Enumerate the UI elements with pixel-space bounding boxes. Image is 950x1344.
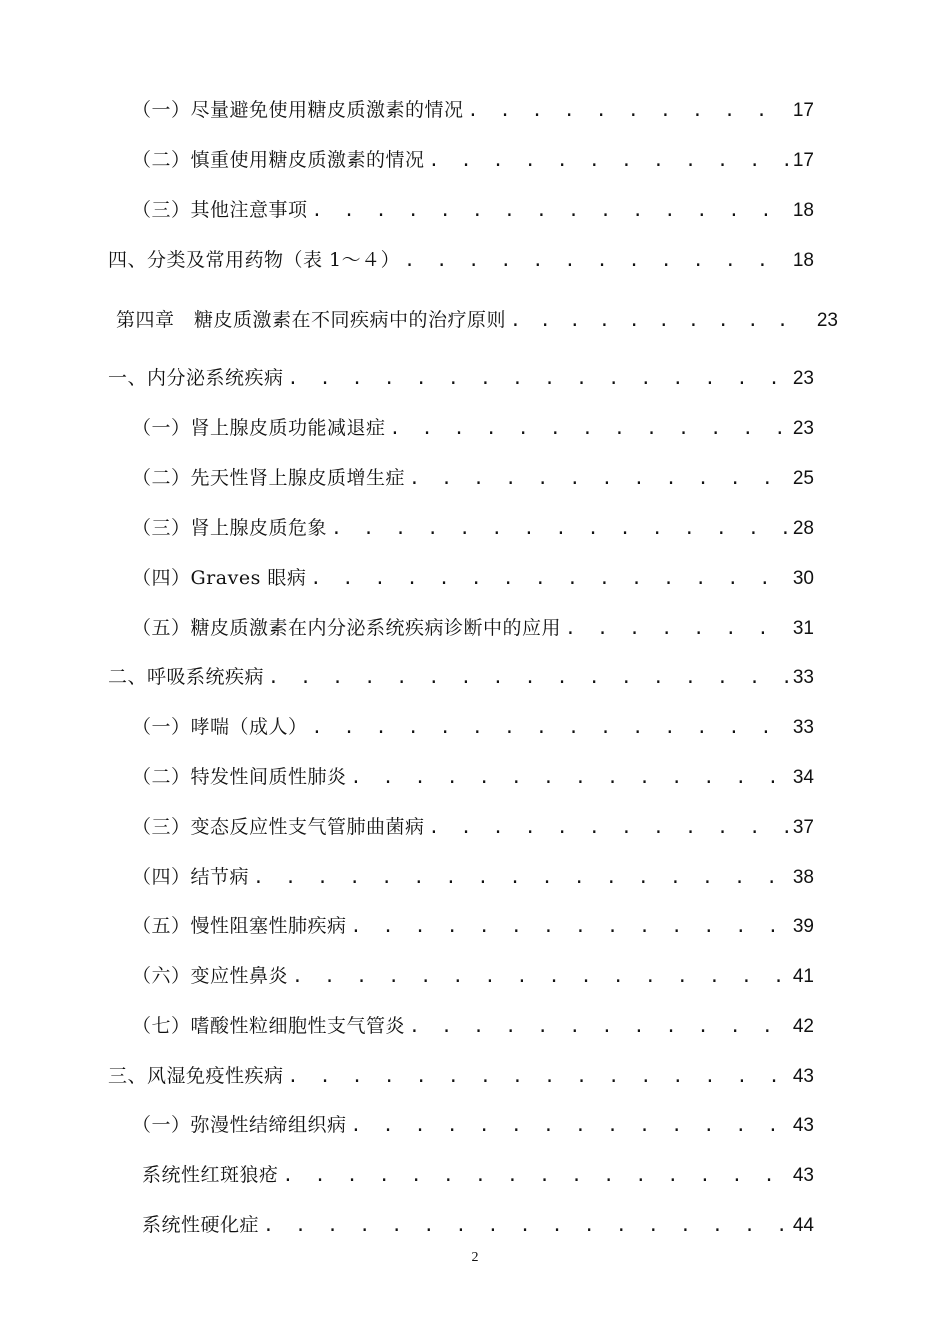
toc-entry[interactable] — [132, 862, 814, 893]
toc-entry-page: 33 — [792, 667, 814, 688]
toc-entry[interactable] — [142, 1210, 814, 1241]
toc-entry-title: （四）结节病 — [132, 866, 250, 888]
toc-leader-dots — [288, 1062, 791, 1092]
toc-leader-dots — [292, 962, 791, 992]
toc-entry-title: （五）慢性阻塞性肺疾病 — [132, 915, 347, 937]
toc-entry-page: 30 — [792, 568, 814, 589]
toc-leader-dots — [310, 564, 791, 594]
toc-entry-page: 41 — [792, 966, 814, 987]
toc-leader-dots — [510, 306, 801, 336]
toc-entry-title: 第四章 糖皮质激素在不同疾病中的治疗原则 — [116, 309, 507, 331]
page-number: 2 — [471, 1250, 479, 1265]
toc-entry-page: 33 — [792, 717, 814, 738]
toc-entry-title: 四、分类及常用药物（表 1～４） — [108, 249, 401, 271]
toc-entry-title: 一、内分泌系统疾病 — [108, 367, 284, 389]
toc-entry-page: 44 — [792, 1215, 814, 1236]
toc-leader-dots — [429, 813, 791, 843]
toc-entry-title: （四）Graves 眼病 — [132, 567, 307, 589]
toc-leader-dots — [404, 246, 791, 276]
toc-entry[interactable] — [132, 95, 814, 126]
toc-entry-title: （五）糖皮质激素在内分泌系统疾病诊断中的应用 — [132, 617, 562, 639]
toc-leader-dots — [390, 414, 791, 444]
toc-entry-title: （七）嗜酸性粒细胞性支气管炎 — [132, 1015, 406, 1037]
toc-leader-dots — [268, 663, 791, 693]
toc-entry[interactable] — [108, 363, 814, 394]
toc-leader-dots — [409, 464, 791, 494]
toc-leader-dots — [263, 1211, 791, 1241]
toc-entry-title: （二）先天性肾上腺皮质增生症 — [132, 467, 406, 489]
toc-entry-page: 23 — [816, 310, 838, 331]
toc-leader-dots — [351, 912, 791, 942]
toc-entry[interactable] — [132, 712, 814, 743]
toc-leader-dots — [565, 614, 791, 644]
toc-leader-dots — [468, 96, 791, 126]
toc-entry-page: 23 — [792, 418, 814, 439]
toc-entry-page: 42 — [792, 1016, 814, 1037]
toc-leader-dots — [283, 1161, 791, 1191]
toc-entry-title: 三、风湿免疫性疾病 — [108, 1065, 284, 1087]
toc-entry[interactable] — [132, 195, 814, 226]
toc-entry-page: 25 — [792, 468, 814, 489]
toc-leader-dots — [351, 763, 791, 793]
toc-entry[interactable] — [142, 1160, 814, 1191]
toc-entry-page: 37 — [792, 817, 814, 838]
toc-entry-title: 系统性硬化症 — [142, 1214, 260, 1236]
toc-entry-page: 43 — [792, 1165, 814, 1186]
toc-entry[interactable] — [132, 961, 814, 992]
toc-entry-title: （一）弥漫性结缔组织病 — [132, 1114, 347, 1136]
toc-entry[interactable] — [108, 1061, 814, 1092]
toc-entry-page: 17 — [792, 100, 814, 121]
toc-entry-page: 39 — [792, 916, 814, 937]
toc-leader-dots — [312, 196, 791, 226]
toc-entry-page: 18 — [792, 250, 814, 271]
toc-entry-page: 43 — [792, 1115, 814, 1136]
toc-leader-dots — [312, 713, 791, 743]
toc-leader-dots — [253, 863, 791, 893]
toc-leader-dots — [351, 1111, 791, 1141]
toc-entry[interactable] — [132, 911, 814, 942]
toc-entry-page: 23 — [792, 368, 814, 389]
toc-entry[interactable] — [132, 812, 814, 843]
toc-entry-title: （二）特发性间质性肺炎 — [132, 766, 347, 788]
toc-entry-title: （一）尽量避免使用糖皮质激素的情况 — [132, 99, 464, 121]
toc-leader-dots — [429, 146, 791, 176]
toc-entry-title: （六）变应性鼻炎 — [132, 965, 289, 987]
toc-entry[interactable] — [132, 563, 814, 594]
toc-entry-title: （三）其他注意事项 — [132, 199, 308, 221]
toc-entry-title: （二）慎重使用糖皮质激素的情况 — [132, 149, 425, 171]
toc-chapter-entry[interactable] — [116, 305, 838, 336]
toc-leader-dots — [331, 514, 791, 544]
toc-entry[interactable] — [132, 1011, 814, 1042]
toc-entry[interactable] — [132, 513, 814, 544]
toc-entry-title: （一）肾上腺皮质功能减退症 — [132, 417, 386, 439]
toc-entry-page: 17 — [792, 150, 814, 171]
toc-leader-dots — [288, 364, 791, 394]
toc-entry[interactable] — [132, 1110, 814, 1141]
toc-entry-page: 18 — [792, 200, 814, 221]
toc-entry[interactable] — [108, 245, 814, 276]
toc-entry[interactable] — [132, 762, 814, 793]
toc-entry-page: 34 — [792, 767, 814, 788]
toc-entry-title: （三）肾上腺皮质危象 — [132, 517, 328, 539]
toc-leader-dots — [409, 1012, 791, 1042]
toc-entry[interactable] — [132, 145, 814, 176]
toc-entry-page: 38 — [792, 867, 814, 888]
toc-entry-page: 31 — [792, 618, 814, 639]
toc-entry-page: 28 — [792, 518, 814, 539]
toc-entry[interactable] — [132, 413, 814, 444]
toc-entry-page: 43 — [792, 1066, 814, 1087]
toc-entry-title: （一）哮喘（成人） — [132, 716, 308, 738]
toc-entry[interactable] — [132, 613, 814, 644]
toc-entry-title: 系统性红斑狼疮 — [142, 1164, 279, 1186]
toc-entry-title: （三）变态反应性支气管肺曲菌病 — [132, 816, 425, 838]
toc-entry[interactable] — [108, 662, 814, 693]
toc-entry[interactable] — [132, 463, 814, 494]
toc-entry-title: 二、呼吸系统疾病 — [108, 666, 265, 688]
